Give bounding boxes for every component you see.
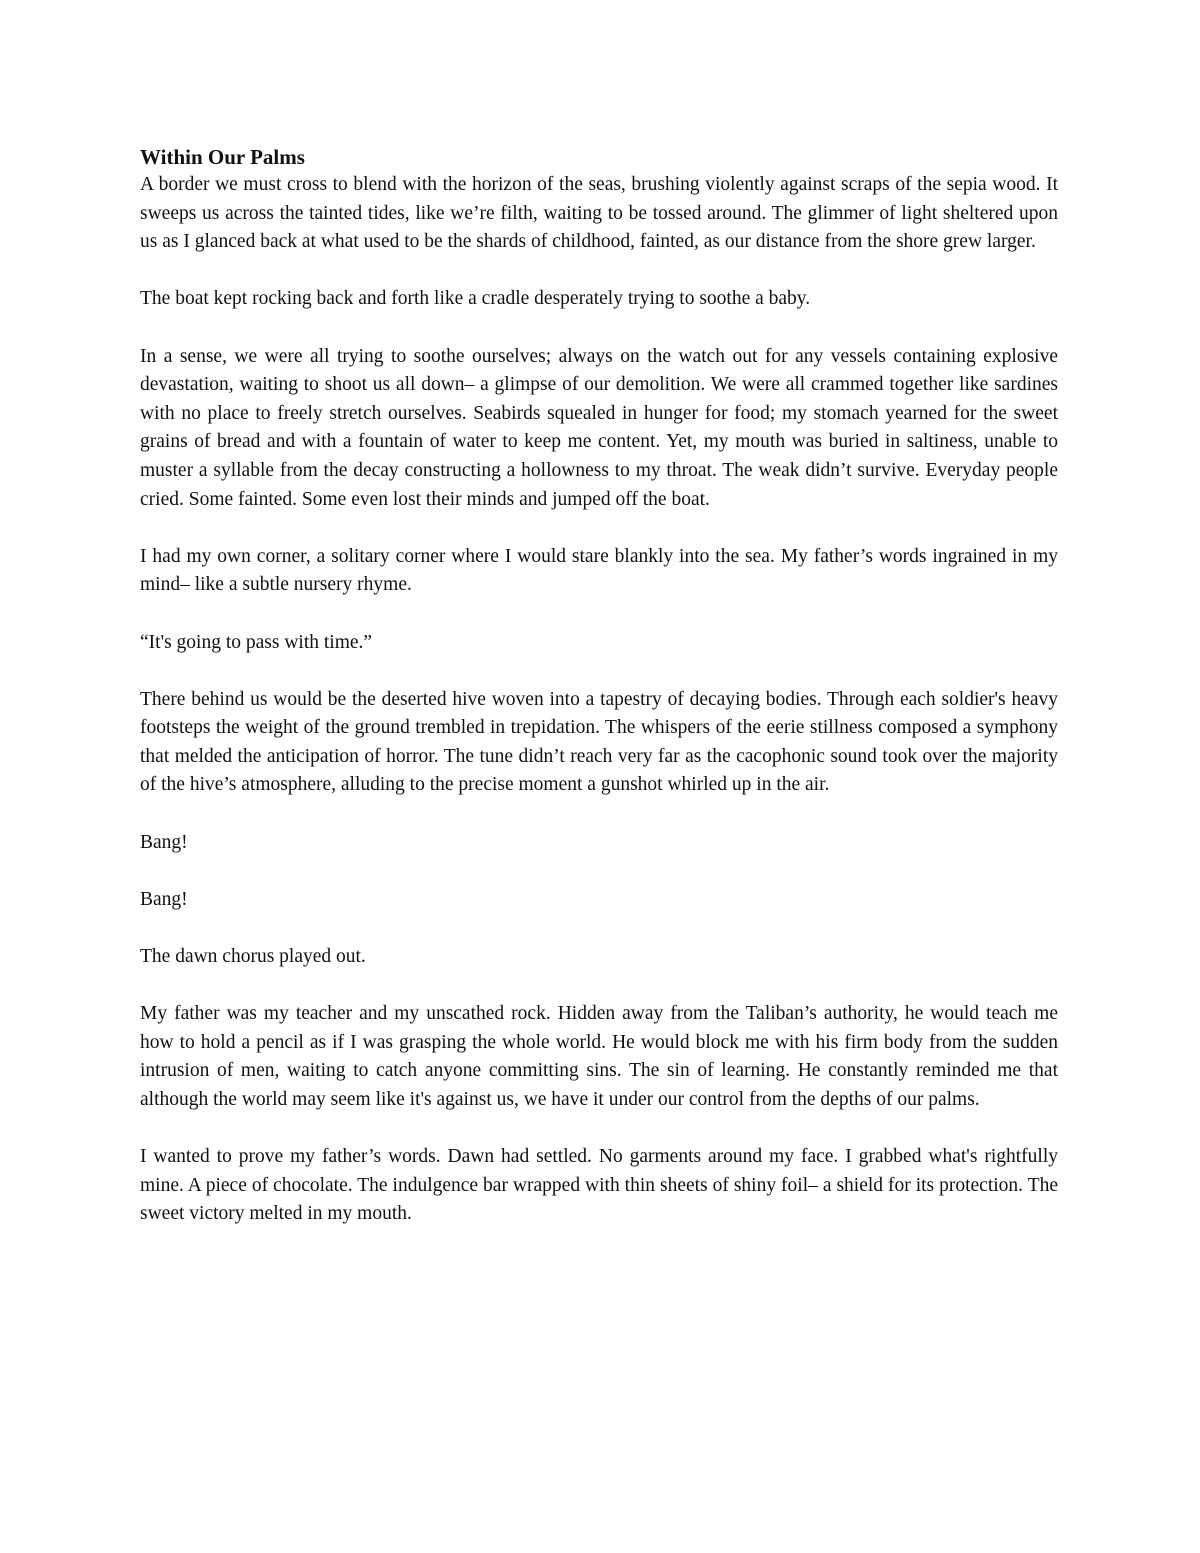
document-page xyxy=(140,143,1058,1258)
paragraph-chocolate: I wanted to prove my father’s words. Dawn had settled. No garments around my face. I grabbed what's rightfully mine. A piece of chocolate. The indulgence bar wrapped with thin sheets of shiny foil– a shield for its protection. The sweet victory melted in my mouth. xyxy=(140,1146,1058,1225)
paragraph-bang-1: Bang! xyxy=(140,831,188,853)
paragraph-border-crossing: A border we must cross to blend with the horizon of the seas, brushing violently against scraps of the sepia wood. It sweeps us across the tainted tides, like we’re filth, waiting to be tossed around. The glimmer of light sheltered upon us as I glanced back at what used to be the shards of childhood, fainted, as our distance from the shore grew larger. xyxy=(140,174,1058,253)
paragraph-dawn-chorus: The dawn chorus played out. xyxy=(140,946,366,968)
paragraph-soothe-ourselves: In a sense, we were all trying to soothe ourselves; always on the watch out for any vessels containing explosive devastation, waiting to shoot us all down– a glimpse of our demolition. We were all crammed together like sardines with no place to freely stretch ourselves. Seabirds squealed in hunger for food; my stomach yearned for the sweet grains of bread and with a fountain of water to keep me content. Yet, my mouth was buried in saltiness, unable to muster a syllable from the decay constructing a hollowness to my throat. The weak didn’t survive. Everyday people cried. Some fainted. Some even lost their minds and jumped off the boat. xyxy=(140,345,1058,510)
paragraph-father-teacher: My father was my teacher and my unscathed rock. Hidden away from the Taliban’s authority, he would teach me how to hold a pencil as if I was grasping the whole world. He would block me with his firm body from the sudden intrusion of men, waiting to catch anyone committing sins. The sin of learning. He constantly reminded me that although the world may seem like it's against us, we have it under our control from the depths of our palms. xyxy=(140,1003,1058,1110)
paragraph-bang-2: Bang! xyxy=(140,888,188,910)
paragraph-deserted-hive: There behind us would be the deserted hive woven into a tapestry of decaying bodies. Through each soldier's heavy footsteps the weight of the ground trembled in trepidation. The whispers of the eerie stillness composed a symphony that melded the anticipation of horror. The tune didn’t reach very far as the cacophonic sound took over the majority of the hive’s atmosphere, alluding to the precise moment a gunshot whirled up in the air. xyxy=(140,688,1058,796)
document-title: Within Our Palms xyxy=(140,145,305,169)
paragraph-quote: “It's going to pass with time.” xyxy=(140,631,373,653)
paragraph-boat-rocking: The boat kept rocking back and forth like a cradle desperately trying to soothe a baby. xyxy=(140,288,811,310)
paragraph-solitary-corner: I had my own corner, a solitary corner where I would stare blankly into the sea. My father’s words ingrained in my mind– like a subtle nursery rhyme. xyxy=(140,545,1058,596)
